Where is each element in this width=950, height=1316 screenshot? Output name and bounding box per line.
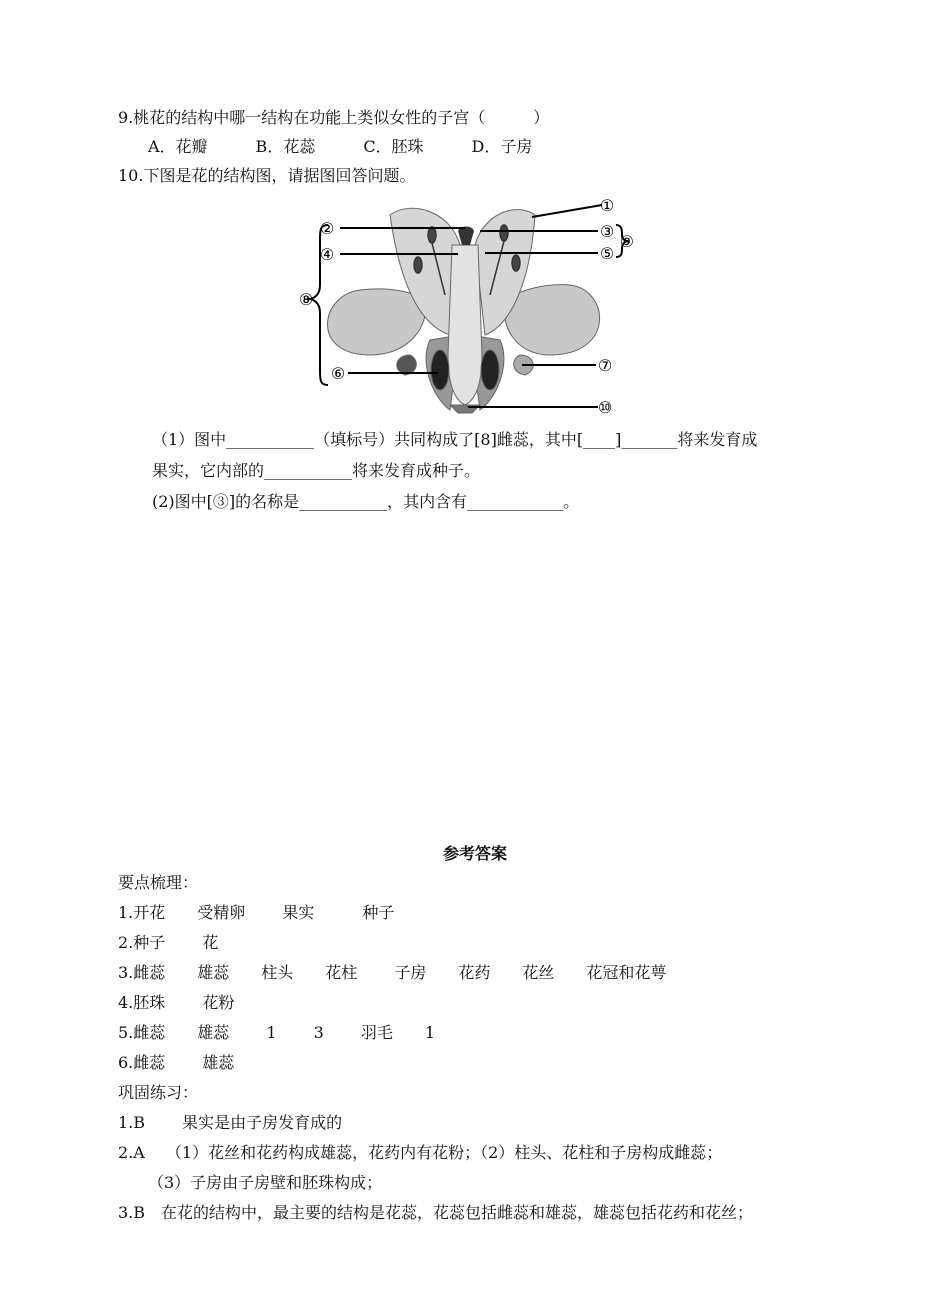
label-9: ⑨ <box>619 232 634 251</box>
label-5: ⑤ <box>599 244 615 263</box>
question-10-sub1-line2: 果实，它内部的___________将来发育成种子。 <box>152 461 481 480</box>
answer-item: 1.开花 受精卵 果实 种子 <box>118 903 395 922</box>
question-10-sub1-line1: （1）图中___________（填标号）共同构成了[8]雌蕊，其中[____]_______将来发育成 <box>152 430 758 449</box>
answer-item: （3）子房由子房壁和胚珠构成； <box>148 1173 383 1192</box>
label-7: ⑦ <box>597 356 613 375</box>
label-8: ⑧ <box>298 290 314 309</box>
answer-item: 4.胚珠 花粉 <box>118 993 235 1012</box>
answer-item: 2.种子 花 <box>118 933 219 952</box>
flower-structure-diagram <box>298 195 634 420</box>
answers-section-1: 要点梳理： <box>118 873 199 892</box>
answers-title: 参考答案 <box>442 844 507 863</box>
question-9-options: A．花瓣 B．花蕊 C．胚珠 D．子房 <box>148 137 533 156</box>
answer-item: 2.A （1）花丝和花药构成雄蕊，花药内有花粉；（2）柱头、花柱和子房构成雌蕊； <box>118 1143 723 1162</box>
answer-item: 1.B 果实是由子房发育成的 <box>118 1113 343 1132</box>
answer-item: 3.B 在花的结构中，最主要的结构是花蕊，花蕊包括雌蕊和雄蕊，雄蕊包括花药和花丝； <box>118 1203 754 1222</box>
label-3: ③ <box>599 222 615 241</box>
question-10-stem: 10.下图是花的结构图，请据图回答问题。 <box>118 166 416 185</box>
question-9-stem: 9.桃花的结构中哪一结构在功能上类似女性的子宫（ ） <box>118 108 550 127</box>
label-10: ⑩ <box>597 398 613 417</box>
answer-item: 5.雌蕊 雄蕊 1 3 羽毛 1 <box>118 1023 436 1042</box>
label-1: ① <box>599 196 615 215</box>
question-10-sub2: (2)图中[③]的名称是___________，其内含有____________。 <box>152 492 580 511</box>
answers-section-2: 巩固练习： <box>118 1083 199 1102</box>
stigma <box>458 227 474 246</box>
label-4: ④ <box>319 245 335 264</box>
label-2: ② <box>319 219 335 238</box>
answer-item: 3.雌蕊 雄蕊 柱头 花柱 子房 花药 花丝 花冠和花萼 <box>118 963 667 982</box>
label-6: ⑥ <box>330 364 346 383</box>
answer-item: 6.雌蕊 雄蕊 <box>118 1053 235 1072</box>
